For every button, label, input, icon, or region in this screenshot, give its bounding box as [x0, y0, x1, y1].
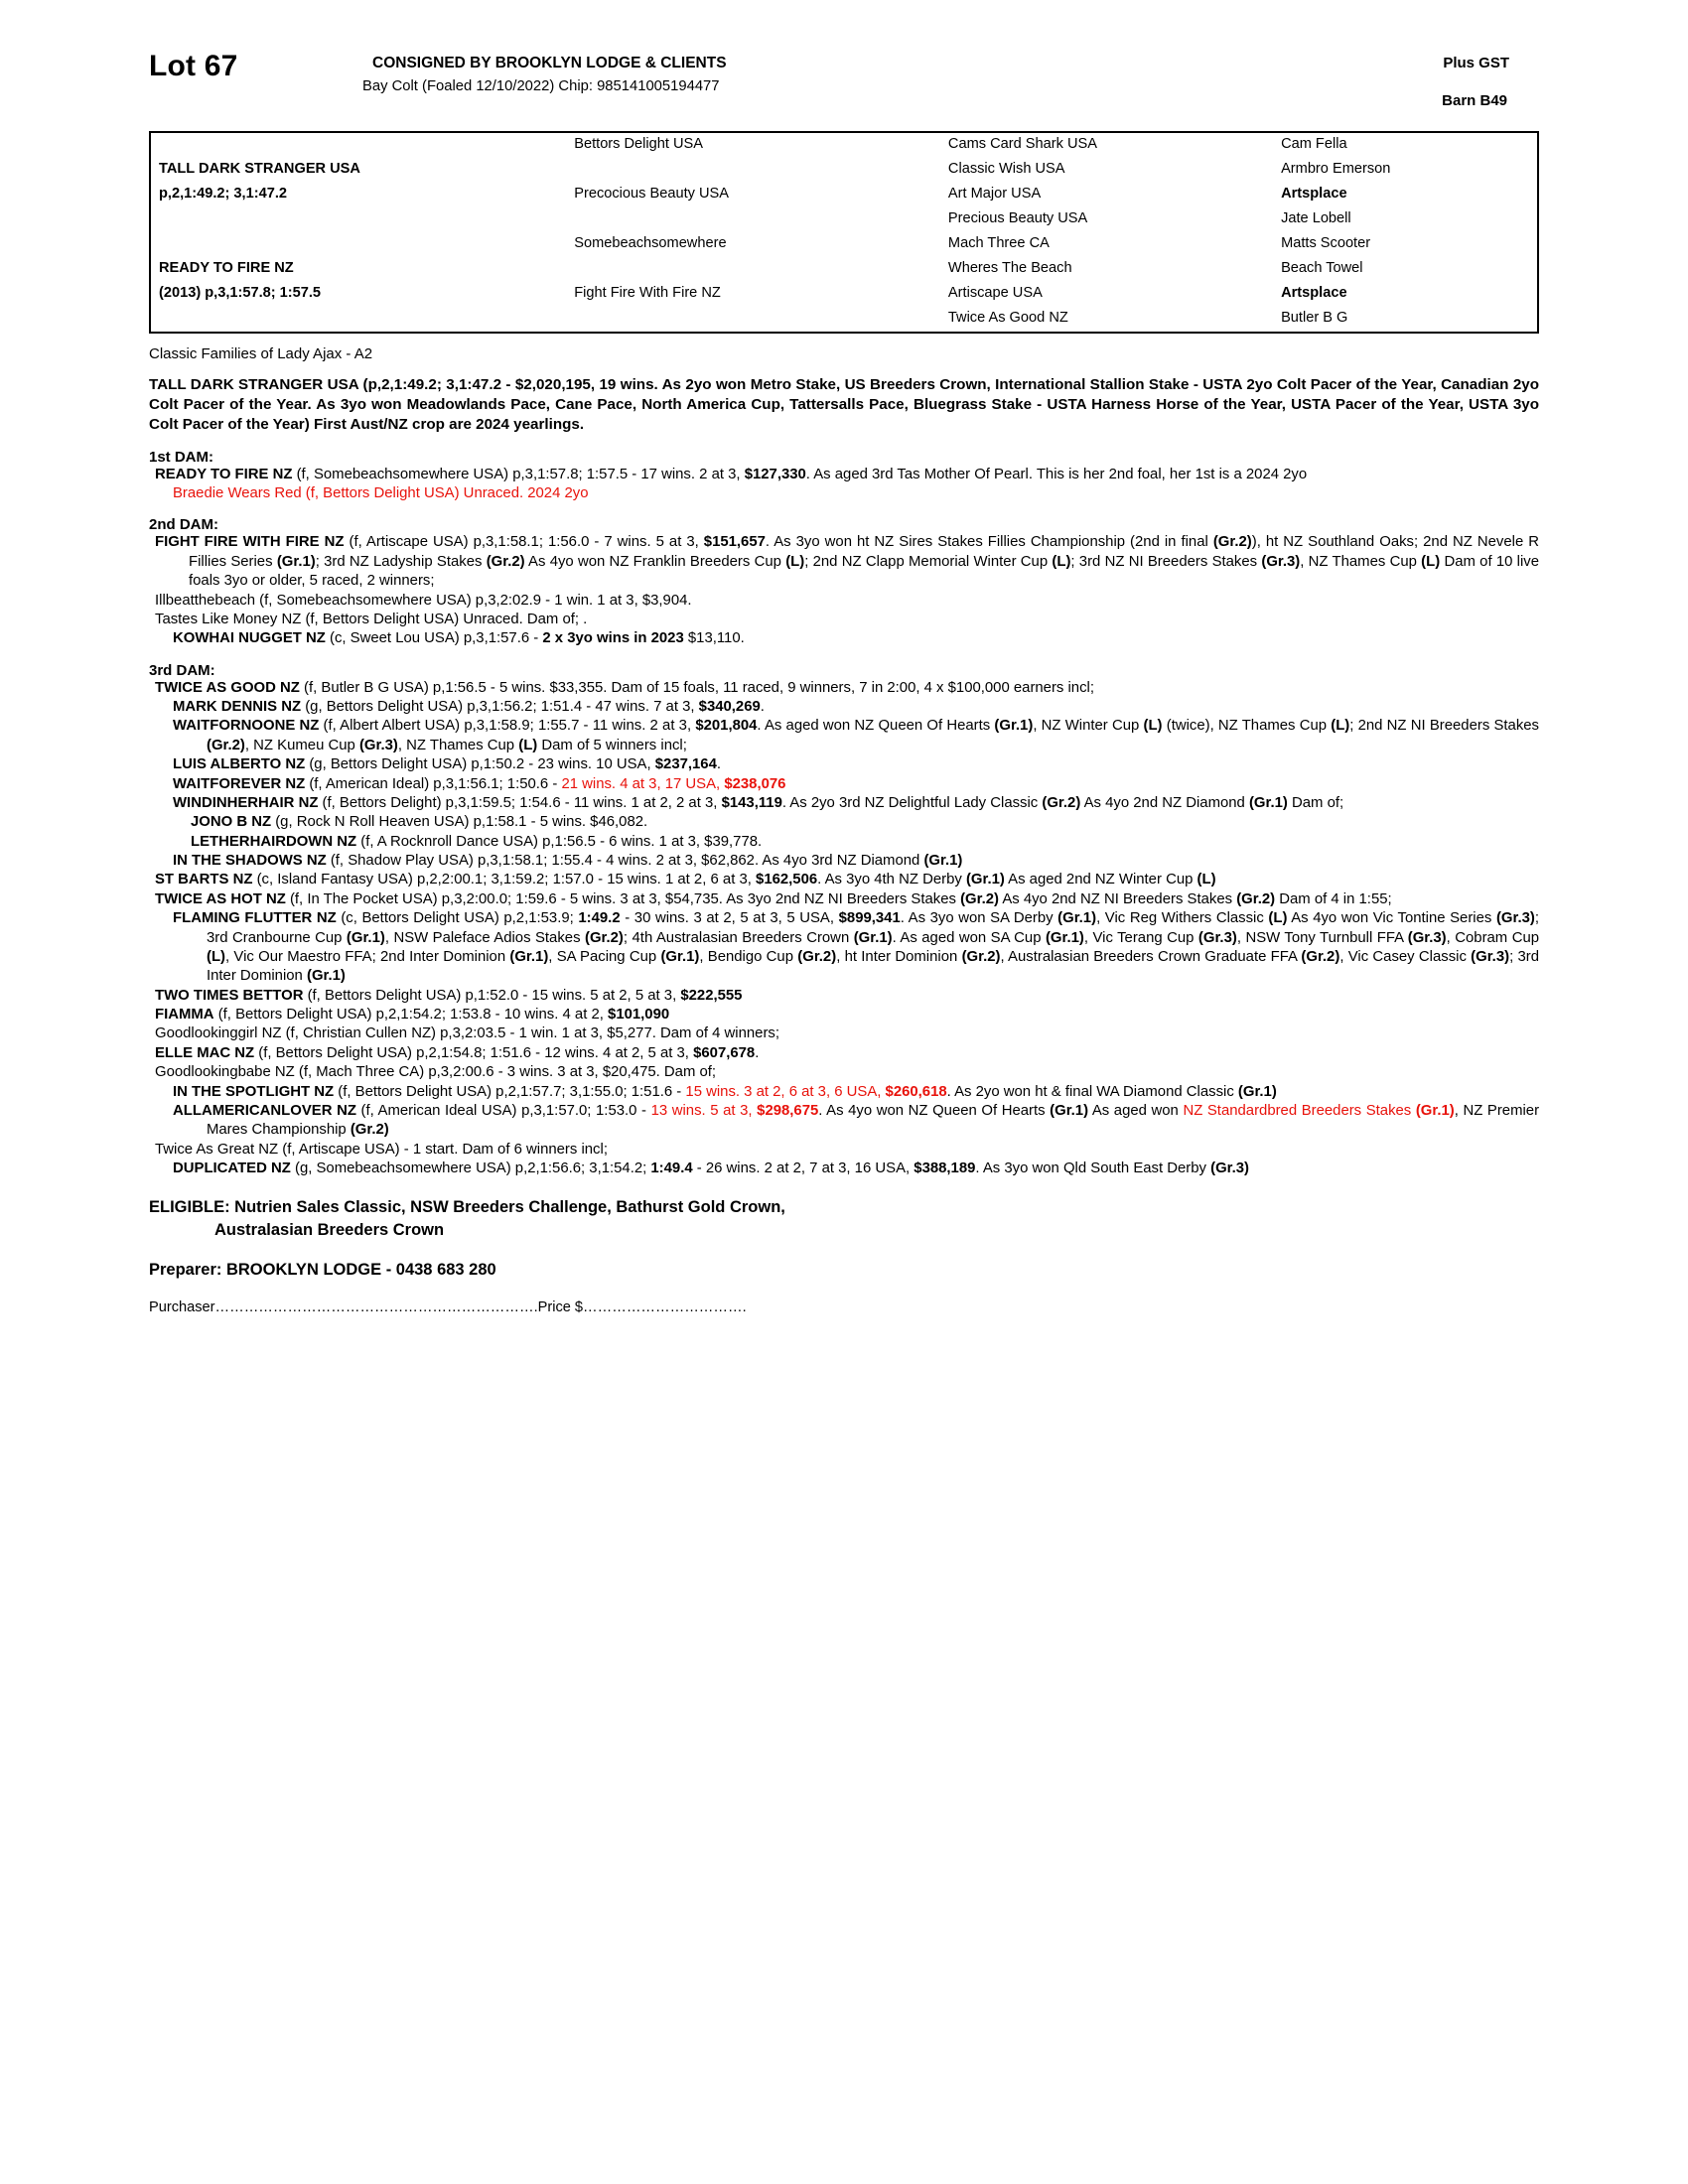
pedigree-entry: LETHERHAIRDOWN NZ (f, A Rocknroll Dance USA) p,1:56.5 - 6 wins. 1 at 3, $39,778. [191, 833, 763, 850]
ped-cell-gen3: Cams Card Shark USA [947, 136, 1097, 152]
ped-cell-gen2: Bettors Delight USA [574, 136, 704, 152]
pedigree-entry: FLAMING FLUTTER NZ (c, Bettors Delight USA) p,2,1:53.9; 1:49.2 - 30 wins. 3 at 2, 5 at 3, 5 USA, $899,341. As 3yo won SA Derby (Gr.1), Vic Reg Withers Classic (L) As 4yo won Vic Tontine Series (Gr.3); 3rd Cranbourne Cup (Gr.1), NSW Paleface Adios Stakes (Gr.2); 4th Australasian Breeders Crown (Gr.1). As aged won SA Cup (Gr.1), Vic Terang Cup (Gr.3), NSW Tony Turnbull FFA (Gr.3), Cobram Cup (L), Vic Our Maestro FFA; 2nd Inter Dominion (Gr.1), SA Pacing Cup (Gr.1), Bendigo Cup (Gr.2), ht Inter Dominion (Gr.2), Australasian Breeders Crown Graduate FFA (Gr.2), Vic Casey Classic (Gr.3); 3rd Inter Dominion (Gr.1) [173, 910, 1540, 985]
table-row [151, 257, 1537, 282]
pedigree-entry: KOWHAI NUGGET NZ (c, Sweet Lou USA) p,3,1:57.6 - 2 x 3yo wins in 2023 $13,110. [173, 630, 745, 647]
ped-cell-dam-line [151, 307, 566, 332]
ped-cell-gen2 [566, 207, 940, 232]
pedigree-entry: Goodlookingbabe NZ (f, Mach Three CA) p,3,2:00.6 - 3 wins. 3 at 3, $20,475. Dam of; [155, 1064, 717, 1081]
ped-cell-gen3: Classic Wish USA [947, 161, 1065, 177]
ped-cell-gen4: Beach Towel [1281, 260, 1363, 276]
third-dam-heading: 3rd DAM: [149, 661, 215, 679]
pedigree-entry: FIAMMA (f, Bettors Delight USA) p,2,1:54.2; 1:53.8 - 10 wins. 4 at 2, $101,090 [155, 1007, 670, 1024]
ped-cell-gen2: Somebeachsomewhere [574, 235, 727, 251]
ped-cell-gen2: Fight Fire With Fire NZ [574, 285, 721, 301]
ped-cell-gen3: Art Major USA [947, 186, 1042, 202]
table-row [151, 307, 1537, 332]
ped-cell-gen3: Twice As Good NZ [947, 310, 1068, 326]
pedigree-entry: WAITFORNOONE NZ (f, Albert Albert USA) p,3,1:58.9; 1:55.7 - 11 wins. 2 at 3, $201,804. As aged won NZ Queen Of Hearts (Gr.1), NZ Winter Cup (L) (twice), NZ Thames Cup (L); 2nd NZ NI Breeders Stakes (Gr.2), NZ Kumeu Cup (Gr.3), NZ Thames Cup (L) Dam of 5 winners incl; [173, 718, 1539, 753]
pedigree-entry: Goodlookinggirl NZ (f, Christian Cullen NZ) p,3,2:03.5 - 1 win. 1 at 3, $5,277. Dam of 4 winners; [155, 1025, 780, 1042]
table-row [151, 282, 1537, 307]
pedigree-entry: ALLAMERICANLOVER NZ (f, American Ideal USA) p,3,1:57.0; 1:53.0 - 13 wins. 5 at 3, $298,675. As 4yo won NZ Queen Of Hearts (Gr.1) As aged won NZ Standardbred Breeders Stakes (Gr.1), NZ Premier Mares Championship (Gr.2) [173, 1102, 1540, 1139]
eligible-block [149, 1196, 1539, 1241]
pedigree-entry: ELLE MAC NZ (f, Bettors Delight USA) p,2,1:54.8; 1:51.6 - 12 wins. 4 at 2, 5 at 3, $607,678. [155, 1044, 760, 1061]
ped-cell-sire-line [151, 207, 566, 232]
ped-cell-dam-line [151, 232, 566, 257]
pedigree-entry: ST BARTS NZ (c, Island Fantasy USA) p,2,2:00.1; 3,1:59.2; 1:57.0 - 15 wins. 1 at 2, 6 at 3, $162,506. As 3yo 4th NZ Derby (Gr.1) As aged 2nd NZ Winter Cup (L) [155, 872, 1216, 888]
ped-cell-gen2: Precocious Beauty USA [574, 186, 729, 202]
pedigree-entry: Twice As Great NZ (f, Artiscape USA) - 1 start. Dam of 6 winners incl; [155, 1141, 608, 1158]
ped-cell-gen4: Jate Lobell [1281, 210, 1351, 226]
table-row [151, 133, 1537, 158]
pedigree-entry: TWICE AS GOOD NZ (f, Butler B G USA) p,1:56.5 - 5 wins. $33,355. Dam of 15 foals, 11 raced, 9 winners, 7 in 2:00, 4 x $100,000 earners incl; [155, 679, 1094, 696]
colt-description: Bay Colt (Foaled 12/10/2022) Chip: 985141005194477 [362, 78, 720, 94]
pedigree-entry: READY TO FIRE NZ (f, Somebeachsomewhere USA) p,3,1:57.8; 1:57.5 - 17 wins. 2 at 3, $127,330. As aged 3rd Tas Mother Of Pearl. This is her 2nd foal, her 1st is a 2024 2yo [155, 466, 1308, 482]
ped-cell-dam-line: READY TO FIRE NZ [159, 260, 294, 276]
eligible-line-1: ELIGIBLE: Nutrien Sales Classic, NSW Breeders Challenge, Bathurst Gold Crown, [149, 1198, 785, 1217]
ped-cell-gen4: Artsplace [1281, 285, 1347, 301]
barn-label: Barn B49 [1442, 92, 1507, 109]
pedigree-entry: JONO B NZ (g, Rock N Roll Heaven USA) p,1:58.1 - 5 wins. $46,082. [191, 814, 648, 831]
lot-number: Lot 67 [149, 50, 238, 82]
eligible-line-2: Australasian Breeders Crown [214, 1220, 445, 1239]
pedigree-entry: WAITFOREVER NZ (f, American Ideal) p,3,1:56.1; 1:50.6 - 21 wins. 4 at 3, 17 USA, $238,076 [173, 775, 786, 792]
ped-cell-sire-line [151, 133, 566, 158]
pedigree-entry-highlight: Braedie Wears Red (f, Bettors Delight USA) Unraced. 2024 2yo [173, 485, 589, 502]
table-row [151, 207, 1537, 232]
ped-cell-gen4: Matts Scooter [1281, 235, 1371, 251]
ped-cell-gen3: Artiscape USA [947, 285, 1043, 301]
plus-gst-label: Plus GST [1443, 55, 1509, 71]
classic-families-line: Classic Families of Lady Ajax - A2 [149, 345, 373, 362]
ped-cell-gen3: Wheres The Beach [947, 260, 1072, 276]
table-row [151, 158, 1537, 183]
ped-cell-gen3: Mach Three CA [947, 235, 1050, 251]
pedigree-entry: IN THE SHADOWS NZ (f, Shadow Play USA) p,3,1:58.1; 1:55.4 - 4 wins. 2 at 3, $62,862. As 4yo 3rd NZ Diamond (Gr.1) [173, 853, 963, 870]
pedigree-entry: Tastes Like Money NZ (f, Bettors Delight USA) Unraced. Dam of; . [155, 611, 588, 627]
ped-cell-dam-line: (2013) p,3,1:57.8; 1:57.5 [159, 285, 322, 301]
pedigree-entry: MARK DENNIS NZ (g, Bettors Delight USA) p,3,1:56.2; 1:51.4 - 47 wins. 7 at 3, $340,269. [173, 699, 765, 716]
pedigree-entry: FIGHT FIRE WITH FIRE NZ (f, Artiscape USA) p,3,1:58.1; 1:56.0 - 7 wins. 5 at 3, $151,657. As 3yo won ht NZ Sires Stakes Fillies Championship (2nd in final (Gr.2)), ht NZ Southland Oaks; 2nd NZ Nevele R Fillies Series (Gr.1); 3rd NZ Ladyship Stakes (Gr.2) As 4yo won NZ Franklin Breeders Cup (L); 2nd NZ Clapp Memorial Winter Cup (L); 3rd NZ NI Breeders Stakes (Gr.3), NZ Thames Cup (L) Dam of 10 live foals 3yo or older, 5 raced, 2 winners; [155, 534, 1540, 590]
preparer-line: Preparer: BROOKLYN LODGE - 0438 683 280 [149, 1260, 496, 1279]
pedigree-table [149, 131, 1539, 334]
pedigree-entry: DUPLICATED NZ (g, Somebeachsomewhere USA) p,2,1:56.6; 3,1:54.2; 1:49.4 - 26 wins. 2 at 2, 7 at 3, 16 USA, $388,189. As 3yo won Qld South East Derby (Gr.3) [173, 1160, 1250, 1177]
pedigree-entry: TWO TIMES BETTOR (f, Bettors Delight USA) p,1:52.0 - 15 wins. 5 at 2, 5 at 3, $222,555 [155, 987, 743, 1004]
ped-cell-gen4: Cam Fella [1281, 136, 1347, 152]
ped-cell-gen3: Precious Beauty USA [947, 210, 1088, 226]
purchaser-price-line: Purchaser………………………………………………………….Price $……………………………. [149, 1298, 747, 1315]
ped-cell-gen2 [566, 158, 940, 183]
ped-cell-gen4: Armbro Emerson [1281, 161, 1391, 177]
second-dam-heading: 2nd DAM: [149, 516, 218, 534]
table-row [151, 232, 1537, 257]
ped-cell-sire-line: p,2,1:49.2; 3,1:47.2 [159, 186, 287, 202]
page-header [149, 48, 1539, 125]
pedigree-entry: TWICE AS HOT NZ (f, In The Pocket USA) p,3,2:00.0; 1:59.6 - 5 wins. 3 at 3, $54,735. As 3yo 2nd NZ NI Breeders Stakes (Gr.2) As 4yo 2nd NZ NI Breeders Stakes (Gr.2) Dam of 4 in 1:55; [155, 890, 1392, 907]
ped-cell-gen4: Artsplace [1281, 186, 1347, 202]
first-dam-heading: 1st DAM: [149, 448, 214, 466]
ped-cell-sire-line: TALL DARK STRANGER USA [159, 161, 360, 177]
pedigree-entry: Illbeatthebeach (f, Somebeachsomewhere USA) p,3,2:02.9 - 1 win. 1 at 3, $3,904. [155, 592, 692, 609]
consignor-line: CONSIGNED BY BROOKLYN LODGE & CLIENTS [372, 55, 727, 71]
ped-cell-gen2 [566, 307, 940, 332]
pedigree-entry: IN THE SPOTLIGHT NZ (f, Bettors Delight USA) p,2,1:57.7; 3,1:55.0; 1:51.6 - 15 wins. 3 at 2, 6 at 3, 6 USA, $260,618. As 2yo won ht & final WA Diamond Classic (Gr.1) [173, 1083, 1277, 1100]
pedigree-entry: LUIS ALBERTO NZ (g, Bettors Delight USA) p,1:50.2 - 23 wins. 10 USA, $237,164. [173, 756, 722, 773]
ped-cell-gen2 [566, 257, 940, 282]
table-row [151, 183, 1537, 207]
sire-summary-paragraph: TALL DARK STRANGER USA (p,2,1:49.2; 3,1:47.2 - $2,020,195, 19 wins. As 2yo won Metro Stake, US Breeders Crown, International Stallion Stake - USTA 2yo Colt Pacer of the Year, Canadian 2yo Colt Pacer of the Year. As 3yo won Meadowlands Pace, Cane Pace, North America Cup, Tattersalls Pace, Bluegrass Stake - USTA Harness Horse of the Year, USTA Pacer of the Year, USTA 3yo Colt Pacer of the Year) First Aust/NZ crop are 2024 yearlings. [149, 376, 1539, 434]
ped-cell-gen4: Butler B G [1281, 310, 1348, 326]
pedigree-entry: WINDINHERHAIR NZ (f, Bettors Delight) p,3,1:59.5; 1:54.6 - 11 wins. 1 at 2, 2 at 3, $143,119. As 2yo 3rd NZ Delightful Lady Classic (Gr.2) As 4yo 2nd NZ Diamond (Gr.1) Dam of; [173, 794, 1344, 811]
